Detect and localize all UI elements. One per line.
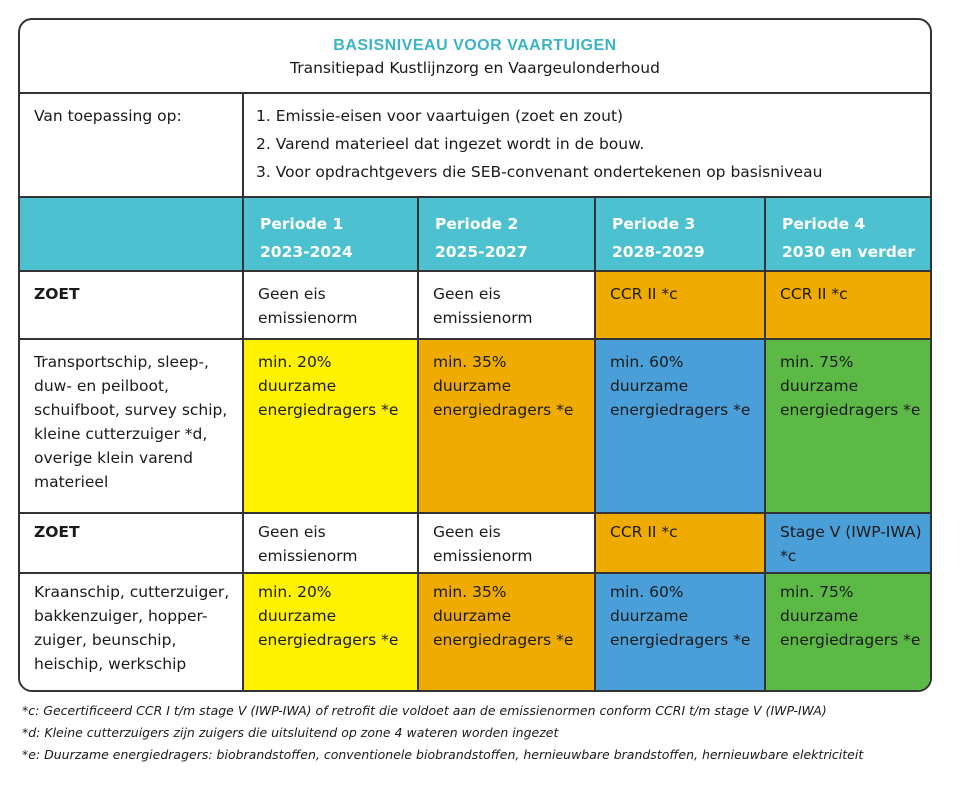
row-3-period-2: Geen eis emissienorm [419,514,596,574]
period-2-years: 2025-2027 [435,243,528,261]
period-3-years: 2028-2029 [612,243,705,261]
period-header-2 [419,198,596,272]
applies-label-cell [20,94,244,198]
period-header-1 [244,198,419,272]
table-header [20,20,930,94]
applies-item-2: 2. Varend materieel dat ingezet wordt in de bouw. [256,135,645,153]
row-4-period-2: min. 35% duurzame energiedragers *e [419,574,596,690]
applies-item-3: 3. Voor opdrachtgevers die SEB-convenant ondertekenen op basisniveau [256,163,823,181]
row-1-period-3: CCR II *c [596,272,766,340]
table-title: BASISNIVEAU VOOR VAARTUIGEN [333,37,617,54]
row-1-label: ZOET [20,272,244,340]
row-3-period-1: Geen eis emissienorm [244,514,419,574]
period-4-name: Periode 4 [782,215,866,233]
row-2-period-3: min. 60% duurzame energiedragers *e [596,340,766,514]
period-1-years: 2023-2024 [260,243,353,261]
table-subtitle: Transitiepad Kustlijnzorg en Vaargeulonderhoud [290,59,660,77]
period-header-4 [766,198,930,272]
period-header-empty [20,198,244,272]
row-4-label: Kraanschip, cutterzuiger, bakkenzuiger, hopper-zuiger, beunschip, heischip, werkschip [20,574,244,690]
row-4-period-4: min. 75% duurzame energiedragers *e [766,574,930,690]
row-1-period-2: Geen eis emissienorm [419,272,596,340]
row-2-period-4: min. 75% duurzame energiedragers *e [766,340,930,514]
row-2-label: Transportschip, sleep-, duw- en peilboot, schuifboot, survey schip, kleine cutterzuiger *d, overige klein varend materieel [20,340,244,514]
row-3-period-4: Stage V (IWP-IWA) *c [766,514,930,574]
applies-list [244,94,930,198]
row-2-period-1: min. 20% duurzame energiedragers *e [244,340,419,514]
footnote-c: *c: Gecertificeerd CCR I t/m stage V (IWP-IWA) of retrofit die voldoet aan de emissienormen conform CCRI t/m stage V (IWP-IWA) [22,703,827,718]
emission-table [18,18,932,692]
row-4-period-3: min. 60% duurzame energiedragers *e [596,574,766,690]
row-3-period-3: CCR II *c [596,514,766,574]
row-1-period-1: Geen eis emissienorm [244,272,419,340]
period-header-3 [596,198,766,272]
period-1-name: Periode 1 [260,215,344,233]
row-4-period-1: min. 20% duurzame energiedragers *e [244,574,419,690]
row-2-period-2: min. 35% duurzame energiedragers *e [419,340,596,514]
row-1-period-4: CCR II *c [766,272,930,340]
period-3-name: Periode 3 [612,215,696,233]
period-4-years: 2030 en verder [782,243,915,261]
footnotes [22,700,952,766]
footnote-d: *d: Kleine cutterzuigers zijn zuigers die uitsluitend op zone 4 wateren worden ingezet [22,725,559,740]
row-3-label: ZOET [20,514,244,574]
period-2-name: Periode 2 [435,215,519,233]
applies-item-1: 1. Emissie-eisen voor vaartuigen (zoet en zout) [256,107,624,125]
applies-label: Van toepassing op: [34,107,182,125]
footnote-e: *e: Duurzame energiedragers: biobrandstoffen, conventionele biobrandstoffen, hernieuwbare brandstoffen, hernieuwbare elektriciteit [22,747,864,762]
